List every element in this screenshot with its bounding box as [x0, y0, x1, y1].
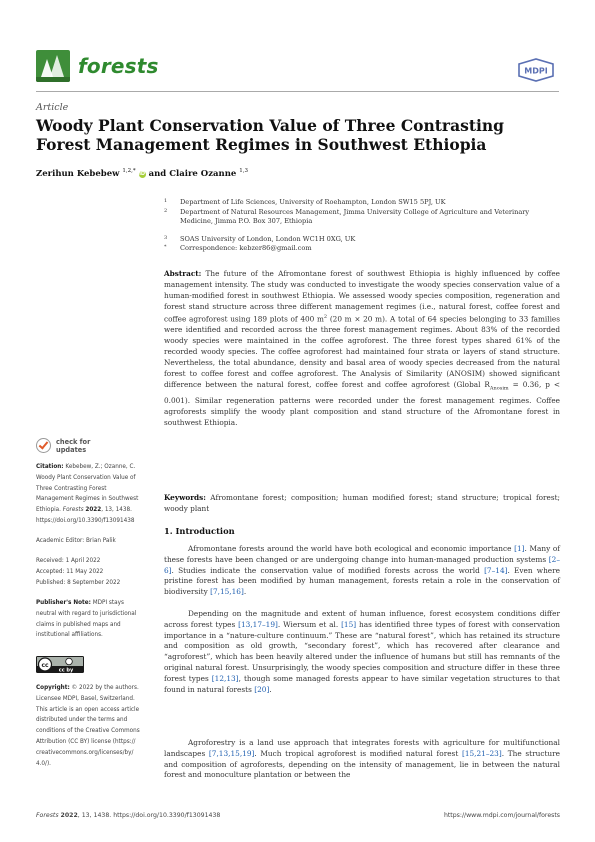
abstract-superscript: 2 [323, 314, 328, 320]
footer-year: 2022 [60, 812, 78, 819]
paragraph-text: . [269, 684, 272, 694]
author-name: Claire Ozanne [169, 168, 237, 179]
paper-title: Woody Plant Conservation Value of Three Contrasting Forest Management Regimes in Southwest Ethiopia [36, 116, 505, 154]
citation-link[interactable]: [15,21–23] [461, 748, 502, 758]
paragraph-text: , though some managed forests appear to have similar vegetation structures to that found in natural forests [164, 673, 560, 694]
footer-journal: Forests [36, 812, 59, 819]
citation-link[interactable]: [12,13] [211, 673, 239, 683]
affiliation-text: Department of Life Sciences, University of Roehampton, London SW15 5PJ, UK [180, 198, 446, 206]
author-affiliation-marks: 1,2,* [122, 168, 136, 174]
author-connector: and [148, 168, 167, 179]
paragraph-text: . Much tropical agroforest is modified natural forest [254, 748, 462, 758]
intro-paragraph [164, 609, 560, 695]
affiliation-text: Department of Natural Resources Management, Jimma University College of Agriculture and Veterinary Medicine, Jimma P.O. Box 307, Ethiopia [180, 208, 530, 225]
section-heading: 1. Introduction [164, 526, 235, 536]
keywords-label: Keywords: [164, 493, 206, 502]
footer-text: , 13, 1438. https://doi.org/10.3390/f13091438 [77, 812, 221, 819]
publisher-name: MDPI [524, 66, 548, 76]
academic-editor: Academic Editor: Brian Palik [36, 538, 116, 544]
citation-text: Kebebew, Z.; Ozanne, C. Woody Plant Conservation Value of Three Contrasting Forest Management Regimes in Southwest Ethiopia. [36, 464, 139, 514]
cc-license-badge[interactable] [36, 656, 84, 673]
abstract-text: (20 m × 20 m). A total of 64 species belonging to 33 families were identified and recorded across the three forest management regimes. About 83% of the recorded woody species were maintained in the coffee agroforest. The three forest types shared 61% of the recorded woody species. The coffee agroforest had maintained four strata or layers of stand structure. Nevertheless, the total abundance, density and basal area of woody species decreased from the natural forest to coffee forest and coffee agroforest. The Analysis of Similarity (ANOSIM) showed significant difference between the natural forest, coffee forest and coffee agroforest (Global R [164, 314, 560, 390]
citation-link[interactable]: [7,13,15,19] [208, 748, 255, 758]
journal-logo [36, 50, 70, 82]
abstract-subscript: Anosim [489, 385, 509, 392]
citation-link[interactable]: [13,17–19] [238, 619, 278, 629]
affiliation [164, 208, 564, 228]
citation-year: 2022 [85, 507, 102, 514]
paragraph-text: . [243, 587, 247, 597]
check-for-updates-button[interactable] [36, 438, 96, 456]
publisher-logo [516, 58, 556, 82]
publisher-note [36, 598, 144, 641]
header-divider [36, 91, 559, 92]
citation-link[interactable]: [7–14] [484, 565, 508, 575]
affiliation-mark: 1 [164, 198, 168, 204]
citation-block [36, 462, 144, 527]
affiliation-mark: 3 [164, 235, 168, 241]
paragraph-text: . Even where pristine forest has been modified by human management, forests retain a role in the conservation of biodiversity [164, 565, 561, 597]
copyright-text: © 2022 by the authors. Licensee MDPI, Basel, Switzerland. This article is an open access article distributed under the terms and conditions of the Creative Commons Attribution (CC BY) license (https:// creativecommons.org/licenses/by/ 4.0/). [36, 685, 140, 767]
citation-link[interactable]: [1] [514, 544, 525, 553]
paragraph-text: . Many of these forests have been changed or are undergoing change into human-managed production systems [164, 544, 560, 564]
orcid-icon[interactable]: iD [139, 170, 146, 177]
publisher-note-label: Publisher's Note: [36, 600, 91, 606]
correspondence-text: Correspondence: kebzer86@gmail.com [180, 244, 312, 252]
tree-icon [36, 50, 70, 82]
abstract-text: = 0.36, p < 0.001). Similar regeneration patterns were recorded under the forest management regimes. Coffee agroforests simplify the woody plant composition and stand structure of the Afromontane forest in southwest Ethiopia. [164, 380, 560, 427]
received-date: Received: 1 April 2022 [36, 558, 101, 564]
publisher-note-text: MDPI stays neutral with regard to jurisdictional claims in published maps and institutional affiliations. [36, 600, 137, 639]
journal-name: forests [78, 54, 159, 78]
affiliation-mark: * [164, 244, 167, 250]
paragraph-text: Afromontane forests around the world have both ecological and economic importance [188, 544, 515, 553]
author-affiliation-marks: 1,3 [239, 168, 249, 174]
keywords-text: Afromontane forest; composition; human modified forest; stand structure; tropical forest; woody plant [164, 493, 560, 513]
accepted-date: Accepted: 11 May 2022 [36, 569, 104, 575]
citation-link[interactable]: [7,15,16] [210, 587, 244, 597]
check-updates-line: updates [56, 445, 87, 454]
citation-label: Citation: [36, 464, 64, 470]
abstract-label: Abstract: [164, 269, 202, 278]
copyright-block [36, 683, 144, 769]
author-list [36, 168, 248, 179]
paragraph-text: has identified three types of forest with conservation importance in a “nature-culture continuum.” These are “natural forest”, which has retained its structure and composition as old growth, “secondary forest”, which has recovered after clearance and “agroforest”, which has been heavily altered under the influence of humans but still has remnants of the original natural forest. Unsurprisingly, the woody species composition and structure differ in these three forest types [164, 619, 560, 683]
article-type: Article [36, 102, 69, 113]
check-updates-line: check for [56, 438, 91, 446]
paragraph-text: . Wiersum et al. [277, 619, 342, 629]
abstract [164, 268, 560, 428]
citation-journal: Forests [62, 507, 84, 514]
copyright-label: Copyright: [36, 685, 70, 691]
paragraph-text: . Studies indicate the conservation value of modified forests across the world [171, 565, 485, 575]
abstract-text: The future of the Afromontane forest of southwest Ethiopia is highly influenced by coffee management intensity. The study was conducted to investigate the woody species conservation value of a human-modified forest in southwest Ethiopia. We assessed woody species composition, regeneration and forest stand structure across three different management regimes (i.e., natural forest, coffee forest and coffee agroforest using 189 plots of 400 m [164, 269, 560, 324]
keywords [164, 492, 560, 514]
paragraph-text: Depending on the magnitude and extent of human influence, forest ecosystem conditions differ across forest types [164, 609, 560, 629]
cc-badge-label: cc by [58, 667, 74, 673]
affiliation-text: SOAS University of London, London WC1H 0XG, UK [180, 235, 356, 243]
citation-text: , 13, 1438. https://doi.org/10.3390/f13091438 [36, 507, 135, 524]
cc-icon: cc [41, 662, 49, 669]
footer-citation [36, 812, 220, 819]
footer-journal-link[interactable]: https://www.mdpi.com/journal/forests [443, 812, 560, 819]
citation-link[interactable]: [20] [254, 684, 270, 694]
paragraph-text: Agroforestry is a land use approach that integrates forests with agriculture for multifunctional landscapes [164, 738, 560, 758]
citation-link[interactable]: [2–6] [164, 554, 560, 575]
paragraph-text: . The structure and composition of agroforests, depending on the intensity of management, lie in between the natural forest and monoculture plantation or between the [164, 748, 561, 780]
author-name: Zerihun Kebebew [36, 168, 120, 179]
intro-paragraph [164, 738, 560, 781]
intro-paragraph [164, 544, 560, 598]
citation-link[interactable]: [15] [341, 619, 357, 629]
published-date: Published: 8 September 2022 [36, 580, 121, 586]
checkmark-icon [36, 438, 51, 453]
affiliation-mark: 2 [164, 208, 168, 214]
